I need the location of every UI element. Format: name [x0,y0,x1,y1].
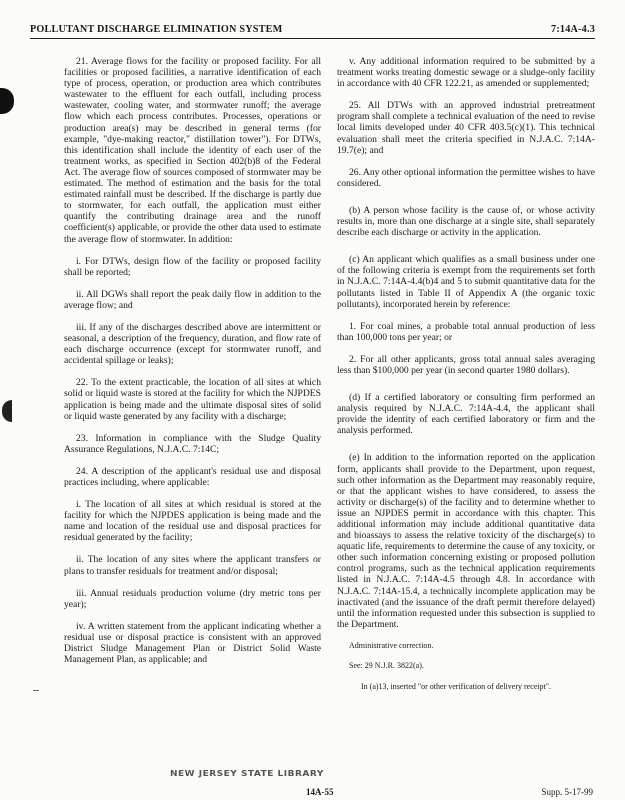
paragraph: 2. For all other applicants, gross total annual sales averaging less than $100,000 per year (in second quarter 1980 dollars). [337,353,595,376]
paragraph: 1. For coal mines, a probable total annual production of less than 100,000 tons per year; or [337,320,595,343]
paragraph: (e) In addition to the information reported on the application form, applicants shall provide to the Department, upon request, such other information as the Department may reasonably require, or that the applicant wishes to have considered, to assess the activity or discharge(s) of the facility and to determine whether to issue an NJPDES permit in accordance with this chapter. This additional information may include additional quantitative data and bioassays to assess the relative toxicity of the discharge(s) to aquatic life, requirements to determine the cause of any toxicity, or other such information concerning existing or proposed pollution control programs, such as the technical application requirements listed in N.J.A.C. 7:14A-4.5 through 4.8. In accordance with N.J.A.C. 7:14A-15.4, a technically incomplete application may be inactivated (and the issuance of the draft permit therefore delayed) until the information requested under this subsection is supplied to the Department. [337,452,595,630]
paragraph: iii. If any of the discharges described above are intermittent or seasonal, a description of the frequency, duration, and flow rate of each discharge occurrence (except for stormwater runoff, and accidental spillage or leaks); [64,321,321,367]
paragraph: (d) If a certified laboratory or consulting firm performed an analysis required by N.J.A.C. 7:14A-4.4, the applicant shall provide the identity of each certified laboratory or firm and the analysis performed. [337,392,595,437]
paragraph: i. For DTWs, design flow of the facility or proposed facility shall be reported; [64,255,321,278]
paragraph: i. The location of all sites at which residual is stored at the facility for which the NJPDES application is being made and the name and location of the residual use and disposal practices for residual generated by the facility; [64,499,321,544]
margin-mark [33,690,39,691]
paragraph: ii. All DGWs shall report the peak daily flow in addition to the average flow; and [64,288,321,311]
binding-hole-mark [0,88,14,114]
paragraph: iii. Annual residuals production volume (dry metric tons per year); [64,587,321,610]
paragraph: 24. A description of the applicant's residual use and disposal practices including, where applicable: [64,465,321,488]
library-stamp: NEW JERSEY STATE LIBRARY [170,769,324,779]
right-column [337,56,595,702]
paragraph: (b) A person whose facility is the cause of, or whose activity results in, more than one discharge at a single site, shall separately describe each discharge or activity in the application. [337,204,595,239]
history-note: In (a)13, inserted "or other verification of delivery receipt". [361,681,552,691]
header-section: 7:14A-4.3 [551,24,595,35]
paragraph: (c) An applicant which qualifies as a small business under one of the following criteria is exempt from the requirements set forth in N.J.A.C. 7:14A-4.4(b)4 and 5 to submit quantitative data for the pollutants listed in Table II of Appendix A (the organic toxic pollutants), incorporated herein by reference: [337,254,595,310]
header-title: POLLUTANT DISCHARGE ELIMINATION SYSTEM [30,24,283,35]
paragraph: 22. To the extent practicable, the location of all sites at which solid or liquid waste is stored at the facility for which the NJPDES application is being made and the ultimate disposal sites of solid or liquid waste generated by any facility with a discharge; [64,377,321,422]
paragraph: 25. All DTWs with an approved industrial pretreatment program shall complete a technical evaluation of the need to revise local limits developed under 40 CFR 403.5(c)(1). This technical evaluation shall meet the criteria specified in N.J.A.C. 7:14A-19.7(e); and [337,100,595,156]
paragraph: 23. Information in compliance with the Sludge Quality Assurance Regulations, N.J.A.C. 7:14C; [64,432,321,455]
paragraph: v. Any additional information required to be submitted by a treatment works treating domestic sewage or a sludge-only facility in accordance with 40 CFR 122.21, as amended or supplemented; [337,56,595,90]
running-header [30,24,595,35]
paragraph: 21. Average flows for the facility or proposed facility. For all facilities or proposed facilities, a narrative identification of each type of process, operation, or production area which contributes wastewater to the effluent for each outfall, including process wastewater, cooling water, and stormwater runoff; the average flow which each process contributes. Processes, operations or production area(s) may be described in general terms (for example, "dye-making reactor," distillation tower"). For DTWs, this identification shall include the identity of each user of the treatment works, as specified in Section 402(b)8 of the Federal Act. The average flow of sources composed of stormwater may be estimated. The method of estimation and the basis for the total estimated rainfall must be described. If the discharge is partly due to stormwater, for each outfall, the application must either quantify the contributing drainage area and the runoff coefficient(s) applicable, or provide the other data used to estimate the average flow of stormwater. In addition: [64,56,321,245]
paragraph: 26. Any other optional information the permittee wishes to have considered. [337,166,595,189]
history-note: See: 29 N.J.R. 3822(a). [349,661,424,671]
left-column [64,56,321,676]
history-note: Administrative correction. [349,640,434,650]
page-number: 14A-55 [306,787,334,797]
supplement-date: Supp. 5-17-99 [541,787,593,797]
binding-hole-mark [2,400,12,422]
header-rule [30,38,595,39]
paragraph: ii. The location of any sites where the applicant transfers or plans to transfer residuals for treatment and/or disposal; [64,554,321,577]
paragraph: iv. A written statement from the applicant indicating whether a residual use or disposal practice is consistent with an approved District Sludge Management Plan or District Solid Waste Management Plan, as applicable; and [64,620,321,666]
